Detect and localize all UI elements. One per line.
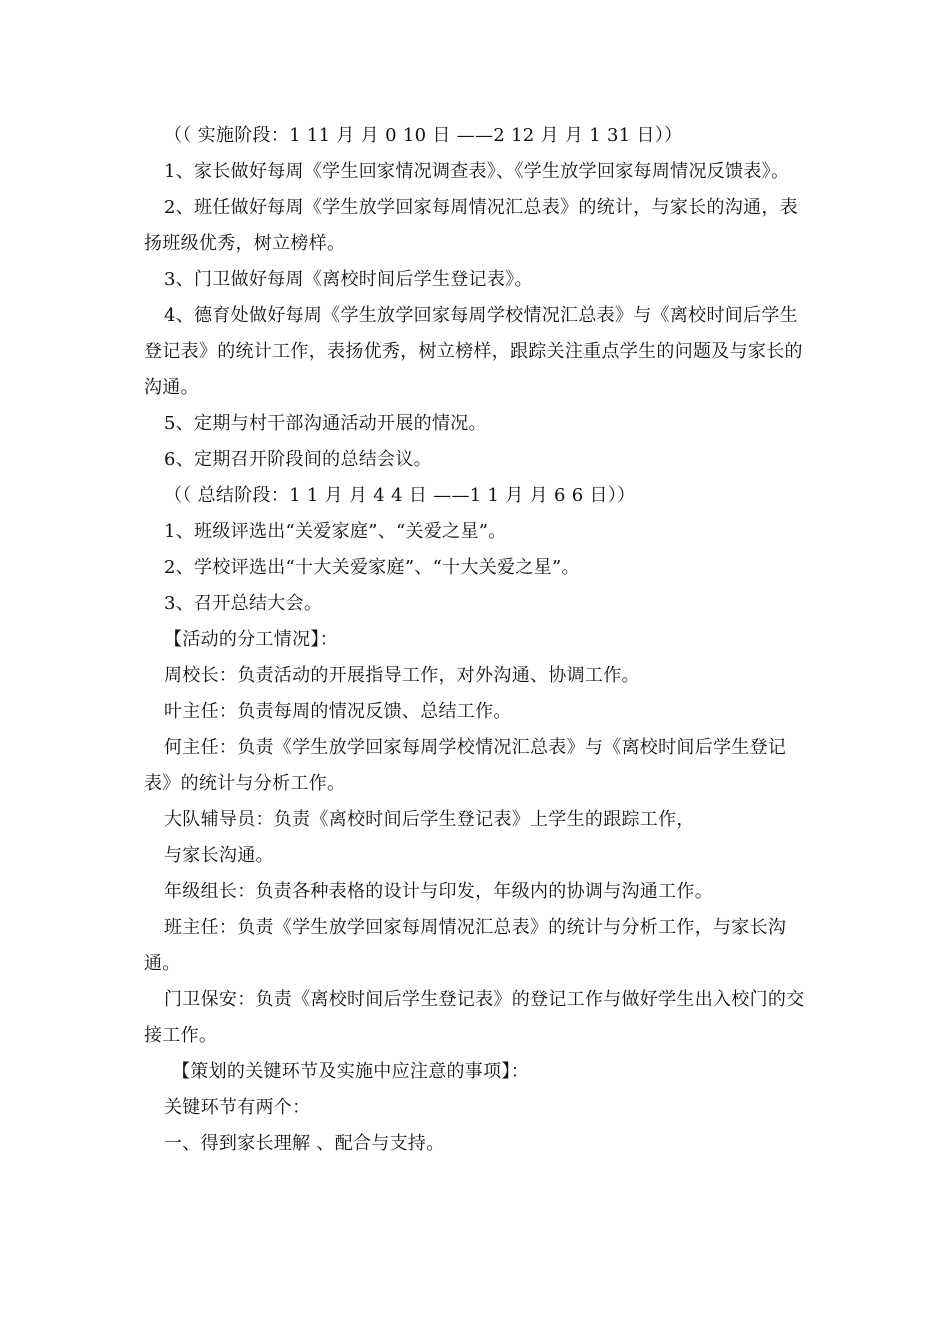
role-counselor-continued: 与家长沟通。: [164, 845, 274, 866]
summary-item-1: 1、班级评选出“关爱家庭”、“关爱之星”。: [164, 521, 507, 542]
role-grade-leader: 年级组长：负责各种表格的设计与印发，年级内的协调与沟通工作。: [164, 881, 713, 902]
section-heading-key-points: 【策划的关键环节及实施中应注意的事项】：: [172, 1061, 529, 1082]
summary-item-2: 2、学校评选出“十大关爱家庭”、“十大关爱之星”。: [164, 557, 580, 578]
paragraph-item-5: 5、定期与村干部沟通活动开展的情况。: [164, 413, 487, 434]
paragraph-item-1: 1、家长做好每周《学生回家情况调查表》、《学生放学回家每周情况反馈表》。: [164, 161, 790, 182]
role-counselor: 大队辅导员：负责《离校时间后学生登记表》上学生的跟踪工作，: [164, 809, 695, 830]
role-security-guard: 门卫保安：负责《离校时间后学生登记表》的登记工作与做好学生出入校门的交接工作。: [144, 989, 805, 1046]
paragraph-item-6: 6、定期召开阶段间的总结会议。: [164, 449, 432, 470]
section-heading-division: 【活动的分工情况】：: [164, 629, 338, 650]
paragraph-item-3: 3、门卫做好每周《离校时间后学生登记表》。: [164, 269, 533, 290]
key-point-1: 一、得到家长理解 、配合与支持。: [164, 1133, 445, 1154]
paragraph-item-2: 2、班任做好每周《学生放学回家每周情况汇总表》的统计，与家长的沟通，表扬班级优秀，树立榜样。: [144, 197, 798, 254]
key-points-intro: 关键环节有两个：: [164, 1097, 311, 1118]
paragraph-item-4: 4、德育处做好每周《学生放学回家每周学校情况汇总表》与《离校时间后学生登记表》的统计工作，表扬优秀，树立榜样，跟踪关注重点学生的问题及与家长的沟通。: [144, 305, 803, 398]
summary-item-3: 3、召开总结大会。: [164, 593, 323, 614]
role-director-he: 何主任：负责《学生放学回家每周学校情况汇总表》与《离校时间后学生登记表》的统计与分析工作。: [144, 737, 787, 794]
role-class-teacher: 班主任：负责《学生放学回家每周情况汇总表》的统计与分析工作，与家长沟通。: [144, 917, 787, 974]
role-director-ye: 叶主任：负责每周的情况反馈、总结工作。: [164, 701, 512, 722]
document-body: [144, 118, 809, 1162]
phase-heading-implementation: （（ 实施阶段：1 11 月 月 0 10 日 ——2 12 月 月 1 31 日））: [164, 125, 683, 146]
phase-heading-summary: （（ 总结阶段：1 1 月 月 4 4 日 ——1 1 月 月 6 6 日））: [164, 485, 636, 506]
role-principal: 周校长：负责活动的开展指导工作，对外沟通、协调工作。: [164, 665, 640, 686]
